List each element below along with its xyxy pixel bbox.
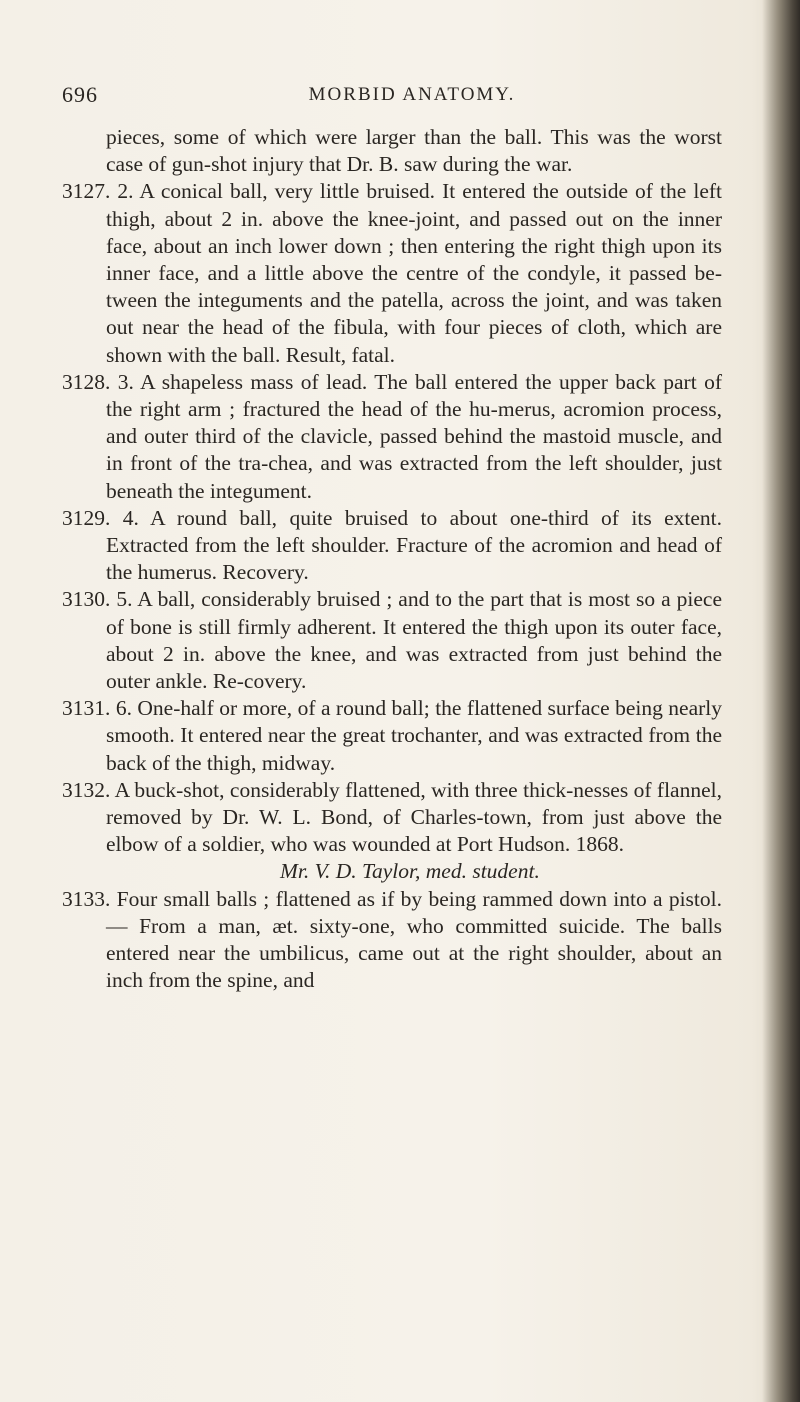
body-text (62, 124, 722, 995)
entry-3128: 3128. 3. A shapeless mass of lead. The ball entered the upper back part of the right arm ; fractured the head of the hu-merus, acromion process, and outer third of the clavicle, passed behind the mastoid muscle, and in front of the tra-chea, and was extracted from the left shoulder, just beneath the integument. (62, 369, 722, 503)
entry-3130: 3130. 5. A ball, considerably bruised ; and to the part that is most so a piece of bone is still firmly adherent. It entered the thigh upon its outer face, about 2 in. above the knee, and was extracted from just behind the outer ankle. Re-covery. (62, 587, 722, 694)
entry-3129: 3129. 4. A round ball, quite bruised to about one-third of its extent. Extracted from the left shoulder. Fracture of the acromion and head of the humerus. Recovery. (62, 505, 722, 585)
entry-3131: 3131. 6. One-half or more, of a round ball; the flattened surface being nearly smooth. It entered near the great trochanter, and was extracted from the back of the thigh, midway. (62, 696, 722, 775)
entry-3127: 3127. 2. A conical ball, very little bruised. It entered the outside of the left thigh, about 2 in. above the knee-joint, and passed out on the inner face, about an inch lower down ; then entering the right thigh upon its inner face, and a little above the centre of the condyle, it passed be-tween the integuments and the patella, across the joint, and was taken out near the head of the fibula, with four pieces of cloth, which are shown with the ball. Result, fatal. (62, 179, 722, 367)
entry-3132: 3132. A buck-shot, considerably flattened, with three thick-nesses of flannel, removed by Dr. W. L. Bond, of Charles-town, from just above the elbow of a soldier, who was wounded at Port Hudson. 1868. (62, 777, 722, 857)
entry-3133: 3133. Four small balls ; flattened as if by being rammed down into a pistol. — From a man, æt. sixty-one, who committed suicide. The balls entered near the umbilicus, came out at the right shoulder, about an inch from the spine, and (62, 886, 722, 993)
entry-3132-attribution: Mr. V. D. Taylor, med. student. (280, 859, 540, 884)
page-number: 696 (62, 82, 98, 107)
running-head: MORBID ANATOMY. (308, 84, 516, 105)
page-binding-edge (762, 0, 800, 1402)
page-header (62, 82, 762, 114)
paragraph-continuation: pieces, some of which were larger than the ball. This was the worst case of gun-shot injury that Dr. B. saw during the war. (106, 125, 722, 177)
